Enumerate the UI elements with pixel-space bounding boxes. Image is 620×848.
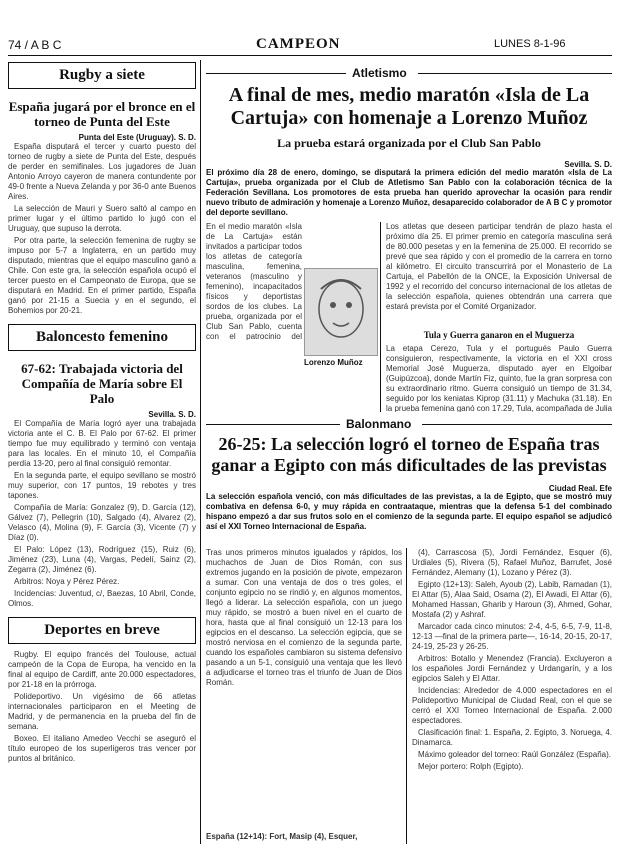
balonmano-col-divider xyxy=(406,548,407,844)
atletismo-col1-cont xyxy=(206,340,376,384)
atletismo-subhead2: Tula y Guerra ganaron en el Muguerza xyxy=(423,330,575,340)
deportes-para: Rugby. El equipo francés del Toulouse, actual campeón de la Copa de Europa, ha vencido en la final al equipo de Cardiff, ante 20.000 espectadores, por 21-18 en la prórroga. xyxy=(8,650,196,689)
atletismo-col2b: La etapa Cerezo, Tula y el portugués Paulo Guerra consiguieron, respectivamente, la victoria en el XXI cross Memorial José Muguerza, disputado ayer en Elgoibar (Guipúzcoa), donde Martín Fiz, quinto, fue la gran sorpresa con su extraordinario ritmo. Guerra consiguió un tiempo de 31.34, seguido por los keniatas Kiprop (31.11) y Machuka (31.18). En la prueba femenina ganó con 17.29, Tula, acompañada de Julia xyxy=(386,344,612,412)
atletismo-col2: Los atletas que deseen participar tendrán de plazo hasta el próximo día 25. El primer premio en categoría masculina será de 80.000 pesetas y en la femenina de 25.000. El recorrido se prevé que sea rápido y con el promedio de la carrera en torno al kilómetro. El circuito transcurrirá por el Monasterio de La Cartuja, el Pabellón de la ONCE, la Exposición Universal de 1992 y el recorrido del concurso internacional de los atletas de la selección española, quienes obtendrán una carrera que estará prevista por el Comité Organizador. xyxy=(386,222,612,311)
baloncesto-stat: Arbitros: Noya y Pérez Pérez. xyxy=(14,577,120,586)
atletismo-lead: El próximo día 28 de enero, domingo, se disputará la primera edición del medio maratón «Isla de La Cartuja», prueba organizada por el Club de Atletismo San Pablo con la colaboración técnica de la Federación Sevillana. Los promotores de esta prueba han querido aprovechar la ocasión para rendir nuevo tributo de admiración y homenaje a Lorenzo Muñoz, desaparecido colaborador de A B C y promotor del deporte sevillano. xyxy=(206,168,612,217)
rugby-para: España disputará el tercer y cuarto puesto del torneo de rugby a siete de Punta del Este, después de perder en semifinales. Los jugadores de Juan Antonio Arroyo cayeron de manera contundente por 49-0 frente a Nueva Zelanda y por 36-0 ante Buenos Aires. xyxy=(8,142,196,201)
baloncesto-dateline: Sevilla. S. D. xyxy=(148,410,196,419)
balonmano-rule xyxy=(422,424,612,425)
balonmano-portero: Mejor portero: Rolph (Egipto). xyxy=(418,762,524,771)
rugby-box-title: Rugby a siete xyxy=(8,62,196,89)
balonmano-label: Balonmano xyxy=(346,417,412,431)
balonmano-dateline: Ciudad Real. Efe xyxy=(548,484,612,493)
page-date: LUNES 8-1-96 xyxy=(494,38,566,50)
balonmano-final: España (12+14): Fort, Masip (4), Esquer, xyxy=(206,832,358,841)
balonmano-rule xyxy=(206,424,340,425)
section-title: CAMPEON xyxy=(256,36,341,52)
portrait-caption: Lorenzo Muñoz xyxy=(304,358,363,367)
balonmano-marcador: Marcador cada cinco minutos: 2-4, 4-5, 6-5, 7-9, 11-8, 12-13 —final de la primera parte—, 16-14, 20-15, 20-17, 24-19, 25-23 y 26-25. xyxy=(412,622,612,651)
baloncesto-stat: Incidencias: Juventud, c/, Baezas, 10 Abril, Conde, Olmos. xyxy=(8,589,196,608)
rugby-dateline: Punta del Este (Uruguay). S. D. xyxy=(78,133,196,142)
balonmano-lineup: (4), Carrascosa (5), Jordi Fernández, Esquer (6), Urdiales (5), Rivera (5), Rafael Muñoz, Barrufet, José Fernández, Alemany (1), Lozano y Pérez (3). xyxy=(412,548,612,577)
balonmano-lead: La selección española venció, con más dificultades de las previstas, a la de Egipto, que se mostró muy combativa en defensa 6-0, y muy rápida en contraataque, mientras que la defensa 5-1 del combinado hispano empezó a dar sus frutos solo en el comienzo de la segunda parte. El equipo español se adjudicó así el XXI Torneo Internacional de España. xyxy=(206,492,612,531)
baloncesto-box-title: Baloncesto femenino xyxy=(8,324,196,351)
deportes-para: Boxeo. El italiano Amedeo Vecchi se aseguró el título europeo de los superligeros tras vencer por puntos al británico. xyxy=(8,734,196,763)
balonmano-clasificacion: Clasificación final: 1. España, 2. Egipto, 3. Noruega, 4. Dinamarca. xyxy=(412,728,612,747)
atletismo-col-divider xyxy=(380,222,381,412)
balonmano-col2 xyxy=(412,548,612,844)
rugby-para: La selección de Mauri y Suero saltó al campo en primer lugar y el último partido lo jugó con el Uruguay, que supuso la derrota. xyxy=(8,204,196,233)
rugby-para: Por otra parte, la selección femenina de rugby se impuso por 5-7 a Inglaterra, en un partido muy disputado, mientras que el equipo masculino ganó a Chile. Con este gra, la selección española ocupó el tercer puesto en el Campeonato de Europa, que se disputará en Madrid. En el primer partido, España ganó por 21-15 a Suecia y en el segundo, el Bohemios por 20-21. xyxy=(8,236,196,315)
atletismo-dateline: Sevilla. S. D. xyxy=(564,160,612,169)
rugby-headline: España jugará por el bronce en el torneo de Punta del Este xyxy=(8,99,196,129)
baloncesto-stat: El Palo: López (13), Rodríguez (15), Ruiz (6), Jiménez (23), Luna (4), Vargas, Pedelí, Sainz (2), Zegarra (2), Jiménez (6). xyxy=(8,545,196,574)
atletismo-label: Atletismo xyxy=(352,66,407,80)
atletismo-subhead: La prueba estará organizada por el Club San Pablo xyxy=(277,136,541,150)
atletismo-col1: En el medio maratón «Isla de La Cartuja» están invitados a participar todos los atletas de categoría masculina, femenina, veteranos (masculino y femenino), incapacitados físicos y deportistas sordos de los clubes. La prueba, organizada por el Club San Pablo, cuenta con el patrocinio del xyxy=(206,222,302,340)
balonmano-goleador: Máximo goleador del torneo: Raúl González (España). xyxy=(418,750,611,759)
balonmano-incidencias: Incidencias: Alrededor de 4.000 espectadores en el Polideportivo Municipal de Ciudad Real, con el que se cerró el XXI Torneo Internacional de España. 2.000 espectadores. xyxy=(412,686,612,725)
rugby-body xyxy=(8,142,196,316)
baloncesto-para: El Compañía de María logró ayer una trabajada victoria ante el C. B. El Palo por 67-62. El primer tiempo fue muy equilibrado y terminó con ventaja para las locales. En el minuto 10, el Compañía perdía 13-20, pero al final consiguió remontar. xyxy=(8,419,196,468)
column-divider xyxy=(200,60,201,844)
page-number: 74 / A B C xyxy=(8,38,62,52)
deportes-box-title: Deportes en breve xyxy=(8,617,196,644)
atletismo-headline: A final de mes, medio maratón «Isla de La Cartuja» con homenaje a Lorenzo Muñoz xyxy=(228,84,590,129)
deportes-body xyxy=(8,650,196,764)
baloncesto-para: En la segunda parte, el equipo sevillano se mostró muy superior, con 17 puntos, 19 rebotes y tres tapones. xyxy=(8,471,196,500)
balonmano-headline: 26-25: La selección logró el torneo de España tras ganar a Egipto con más dificultades de las previstas xyxy=(211,434,607,475)
atletismo-rule xyxy=(206,73,346,74)
balonmano-arbitros: Arbitros: Botallo y Menendez (Francia). Excluyeron a los españoles Jordi Fernández y Urdangarín, y a los egipcios Saleh y El Attar. xyxy=(412,654,612,683)
baloncesto-body xyxy=(8,419,196,609)
header-rule xyxy=(8,55,612,56)
atletismo-rule xyxy=(418,73,612,74)
baloncesto-headline: 67-62: Trabajada victoria del Compañía de María sobre El Palo xyxy=(21,361,183,406)
balonmano-col1: Tras unos primeros minutos igualados y rápidos, los muchachos de Juan de Dios Román, con sus extremos jugando en la posición de pivote, empezaron a sumar. Con una ventaja de dos o tres goles, el conjunto egipcio no se rindió y, en algunos momentos, llegó a liderar. La selección española, con un juego muy rápido, se mostró a buen nivel en el cuarto de hora, hasta que al final consiguió un 12-13 para los egipcios en el descanso. La selección egipcia, que se mostró nerviosa en el comienzo de la segunda parte, cuando los españoles cambiaron su sistema defensivo pasando a un 5-1, consiguió una ventaja que les llevó a adjudicarse el torneo tras el triunfo de Juan de Dios Román. xyxy=(206,548,402,687)
left-column xyxy=(8,62,196,766)
baloncesto-stat: Compañía de María: Gonzalez (9), D. García (12), Gálvez (7), Pellegrin (10), Salgado (4), Alvarez (2), Velasco (4), Molina (9), F. García (3), Vicente (7) y Díaz (0). xyxy=(8,503,196,542)
deportes-para: Polideportivo. Un vigésimo de 66 atletas internacionales participaron en el Meeting de Madrid, y de permanencia en la prueba del fin de semana. xyxy=(8,692,196,731)
balonmano-egipto: Egipto (12+13): Saleh, Ayoub (2), Labib, Ramadan (1), El Attar (5), Alaa Said, Osama (2), El Awadi, El Attar (6), Mohamed Hassan, Gharib y Haroun (3), Ahmed, Gohar, Mostafa (2) y Ashraf. xyxy=(412,580,612,619)
